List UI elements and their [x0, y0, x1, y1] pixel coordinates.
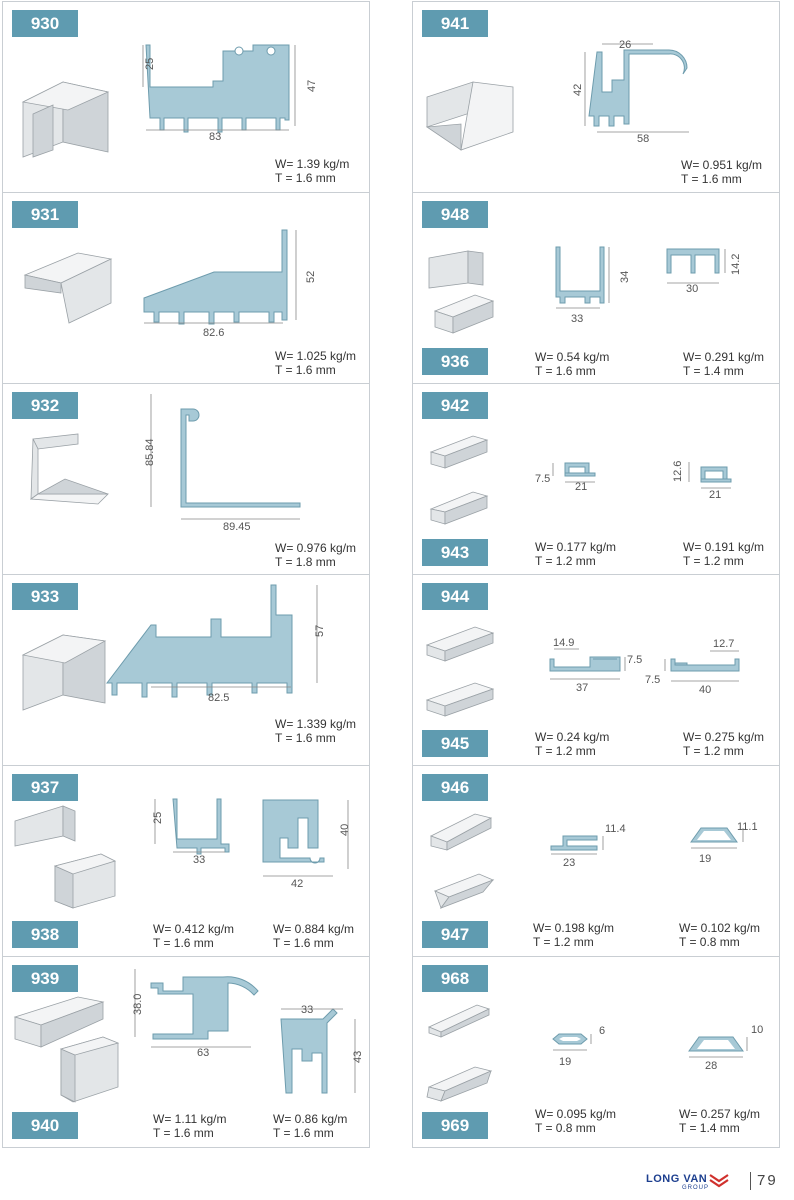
dim-label: 89.45: [223, 521, 251, 533]
dim-label: 82.6: [203, 327, 225, 339]
profile-code: 944: [422, 583, 488, 610]
dim-label: 40: [339, 823, 351, 836]
dim-label: 7.5: [645, 674, 661, 686]
thickness-spec: T = 1.2 mm: [535, 554, 596, 568]
thickness-spec: T = 1.4 mm: [683, 364, 744, 378]
iso-view: [25, 253, 111, 323]
brand-mark-icon: [708, 1171, 730, 1189]
dim-label: 11.4: [605, 823, 626, 835]
weight-spec: W= 1.025 kg/m: [275, 349, 357, 363]
profile-code: 937: [12, 774, 78, 801]
weight-spec: W= 0.257 kg/m: [679, 1107, 761, 1121]
thickness-spec: T = 1.2 mm: [533, 935, 594, 949]
weight-spec: W= 0.951 kg/m: [681, 158, 763, 172]
profile-code: 936: [422, 348, 488, 375]
dim-label: 7.5: [535, 473, 551, 485]
dim-label: 10: [751, 1024, 764, 1036]
dim-label: 85.84: [144, 438, 156, 466]
profile-code: 940: [12, 1112, 78, 1139]
thickness-spec: T = 1.2 mm: [683, 554, 744, 568]
iso-view-968: [429, 1005, 489, 1037]
iso-view-940: [61, 1037, 118, 1102]
dim-label: 58: [637, 133, 650, 145]
dim-label: 21: [709, 489, 722, 501]
dim-label: 12.6: [672, 460, 684, 482]
weight-spec: W= 0.177 kg/m: [535, 540, 617, 554]
page-separator: [750, 1172, 751, 1190]
iso-view-946: [431, 814, 491, 850]
dimension-lines: [155, 799, 348, 876]
dim-label: 38.0: [132, 993, 144, 1015]
dimension-lines: [556, 247, 725, 308]
weight-spec: W= 0.191 kg/m: [683, 540, 765, 554]
thickness-spec: T = 1.6 mm: [275, 171, 336, 185]
cross-section-944: [550, 657, 620, 671]
dim-label: 37: [576, 682, 589, 694]
profile-card-944-945: [412, 574, 780, 766]
cross-section-936: [667, 249, 719, 273]
weight-spec: W= 0.24 kg/m: [535, 730, 610, 744]
dim-label: 19: [699, 853, 712, 865]
dim-label: 34: [619, 270, 631, 283]
dim-label: 33: [301, 1004, 314, 1016]
weight-spec: W= 0.198 kg/m: [533, 921, 615, 935]
dim-label: 52: [305, 270, 317, 283]
cross-section: [146, 45, 289, 132]
iso-view-945: [427, 683, 493, 716]
thickness-spec: T = 1.6 mm: [153, 936, 214, 950]
iso-view: [427, 82, 513, 150]
profile-card-968-969: [412, 956, 780, 1148]
cross-section-943: [701, 467, 731, 482]
weight-spec: W= 0.884 kg/m: [273, 922, 355, 936]
cross-section-939: [151, 977, 258, 1039]
profile-card-948-936: [412, 192, 780, 384]
cross-section: [144, 230, 287, 324]
weight-spec: W= 0.291 kg/m: [683, 350, 765, 364]
dim-label: 43: [352, 1050, 364, 1063]
cross-section-946: [551, 836, 597, 850]
profile-code: 939: [12, 965, 78, 992]
iso-view-936: [435, 295, 493, 333]
profile-code: 947: [422, 921, 488, 948]
dim-label: 28: [705, 1060, 718, 1072]
iso-view-939: [15, 997, 103, 1047]
cross-section-938: [263, 800, 324, 863]
thickness-spec: T = 1.6 mm: [275, 731, 336, 745]
profile-card-939-940: [2, 956, 370, 1148]
dim-label: 23: [563, 857, 576, 869]
cross-section-948: [556, 247, 604, 303]
dim-label: 57: [314, 624, 326, 637]
profile-code: 948: [422, 201, 488, 228]
cross-section-968: [553, 1034, 587, 1044]
profile-card-933: [2, 574, 370, 766]
iso-view-938: [55, 854, 115, 908]
dimension-lines: [151, 394, 300, 519]
iso-view-948: [429, 251, 483, 288]
iso-view: [31, 434, 108, 504]
thickness-spec: T = 0.8 mm: [535, 1121, 596, 1135]
thickness-spec: T = 1.6 mm: [273, 936, 334, 950]
dim-label: 25: [152, 811, 164, 824]
profile-code: 933: [12, 583, 78, 610]
cross-section-942: [565, 463, 595, 476]
weight-spec: W= 0.275 kg/m: [683, 730, 765, 744]
weight-spec: W= 0.412 kg/m: [153, 922, 235, 936]
thickness-spec: T = 1.8 mm: [275, 555, 336, 569]
profile-card-946-947: [412, 765, 780, 957]
dim-label: 11.1: [737, 821, 758, 833]
profile-card-942-943: [412, 383, 780, 575]
iso-view: [23, 82, 108, 157]
dim-label: 26: [619, 39, 632, 51]
cross-section: [589, 50, 687, 126]
profile-code: 931: [12, 201, 78, 228]
profile-code: 969: [422, 1112, 488, 1139]
cross-section-945: [671, 659, 739, 671]
dim-label: 82.5: [208, 692, 230, 704]
thickness-spec: T = 1.6 mm: [273, 1126, 334, 1140]
cross-section-947: [691, 828, 737, 842]
thickness-spec: T = 1.6 mm: [681, 172, 742, 186]
weight-spec: W= 0.976 kg/m: [275, 541, 357, 555]
iso-view-942: [431, 436, 487, 468]
dim-label: 12.7: [713, 638, 735, 650]
weight-spec: W= 1.39 kg/m: [275, 157, 350, 171]
iso-view: [23, 635, 105, 710]
dim-label: 30: [686, 283, 699, 295]
dim-label: 47: [306, 79, 318, 92]
brand-name: LONG VAN: [646, 1173, 708, 1185]
weight-spec: W= 0.86 kg/m: [273, 1112, 348, 1126]
dim-label: 33: [571, 313, 584, 325]
thickness-spec: T = 0.8 mm: [679, 935, 740, 949]
iso-view-943: [431, 492, 487, 524]
profile-code: 943: [422, 539, 488, 566]
profile-code: 946: [422, 774, 488, 801]
profile-code: 968: [422, 965, 488, 992]
profile-code: 941: [422, 10, 488, 37]
profile-card-930: [2, 1, 370, 193]
dim-label: 40: [699, 684, 712, 696]
brand-logo: [646, 1168, 732, 1198]
profile-card-931: [2, 192, 370, 384]
cross-section: [181, 409, 300, 507]
thickness-spec: T = 1.6 mm: [275, 363, 336, 377]
thickness-spec: T = 1.4 mm: [679, 1121, 740, 1135]
thickness-spec: T = 1.2 mm: [683, 744, 744, 758]
dim-label: 14.2: [730, 253, 742, 275]
weight-spec: W= 1.11 kg/m: [153, 1112, 227, 1126]
profile-code: 945: [422, 730, 488, 757]
iso-view-947: [435, 874, 493, 908]
dim-label: 14.9: [553, 637, 575, 649]
weight-spec: W= 0.102 kg/m: [679, 921, 761, 935]
weight-spec: W= 0.54 kg/m: [535, 350, 610, 364]
dim-label: 25: [144, 57, 156, 70]
profile-code: 938: [12, 921, 78, 948]
iso-view-937: [15, 806, 75, 846]
thickness-spec: T = 1.2 mm: [535, 744, 596, 758]
page-number: 79: [757, 1172, 778, 1189]
profile-code: 942: [422, 392, 488, 419]
dim-label: 6: [599, 1025, 606, 1037]
profile-code: 930: [12, 10, 78, 37]
iso-view-969: [427, 1067, 491, 1101]
dim-label: 63: [197, 1047, 210, 1059]
brand-sub: GROUP: [682, 1185, 710, 1191]
dim-label: 33: [193, 854, 206, 866]
profile-card-937-938: [2, 765, 370, 957]
cross-section: [107, 585, 292, 697]
dim-label: 19: [559, 1056, 572, 1068]
profile-card-941: [412, 1, 780, 193]
thickness-spec: T = 1.6 mm: [153, 1126, 214, 1140]
weight-spec: W= 1.339 kg/m: [275, 717, 357, 731]
dim-label: 83: [209, 131, 222, 143]
weight-spec: W= 0.095 kg/m: [535, 1107, 617, 1121]
profile-code: 932: [12, 392, 78, 419]
dim-label: 42: [572, 83, 584, 96]
cross-section-969: [689, 1037, 743, 1051]
profile-card-932: [2, 383, 370, 575]
dim-label: 21: [575, 481, 588, 493]
iso-view-944: [427, 627, 493, 661]
cross-section-937: [173, 799, 229, 854]
thickness-spec: T = 1.6 mm: [535, 364, 596, 378]
cross-section-940: [281, 1009, 337, 1093]
dim-label: 7.5: [627, 654, 643, 666]
dim-label: 42: [291, 878, 304, 890]
